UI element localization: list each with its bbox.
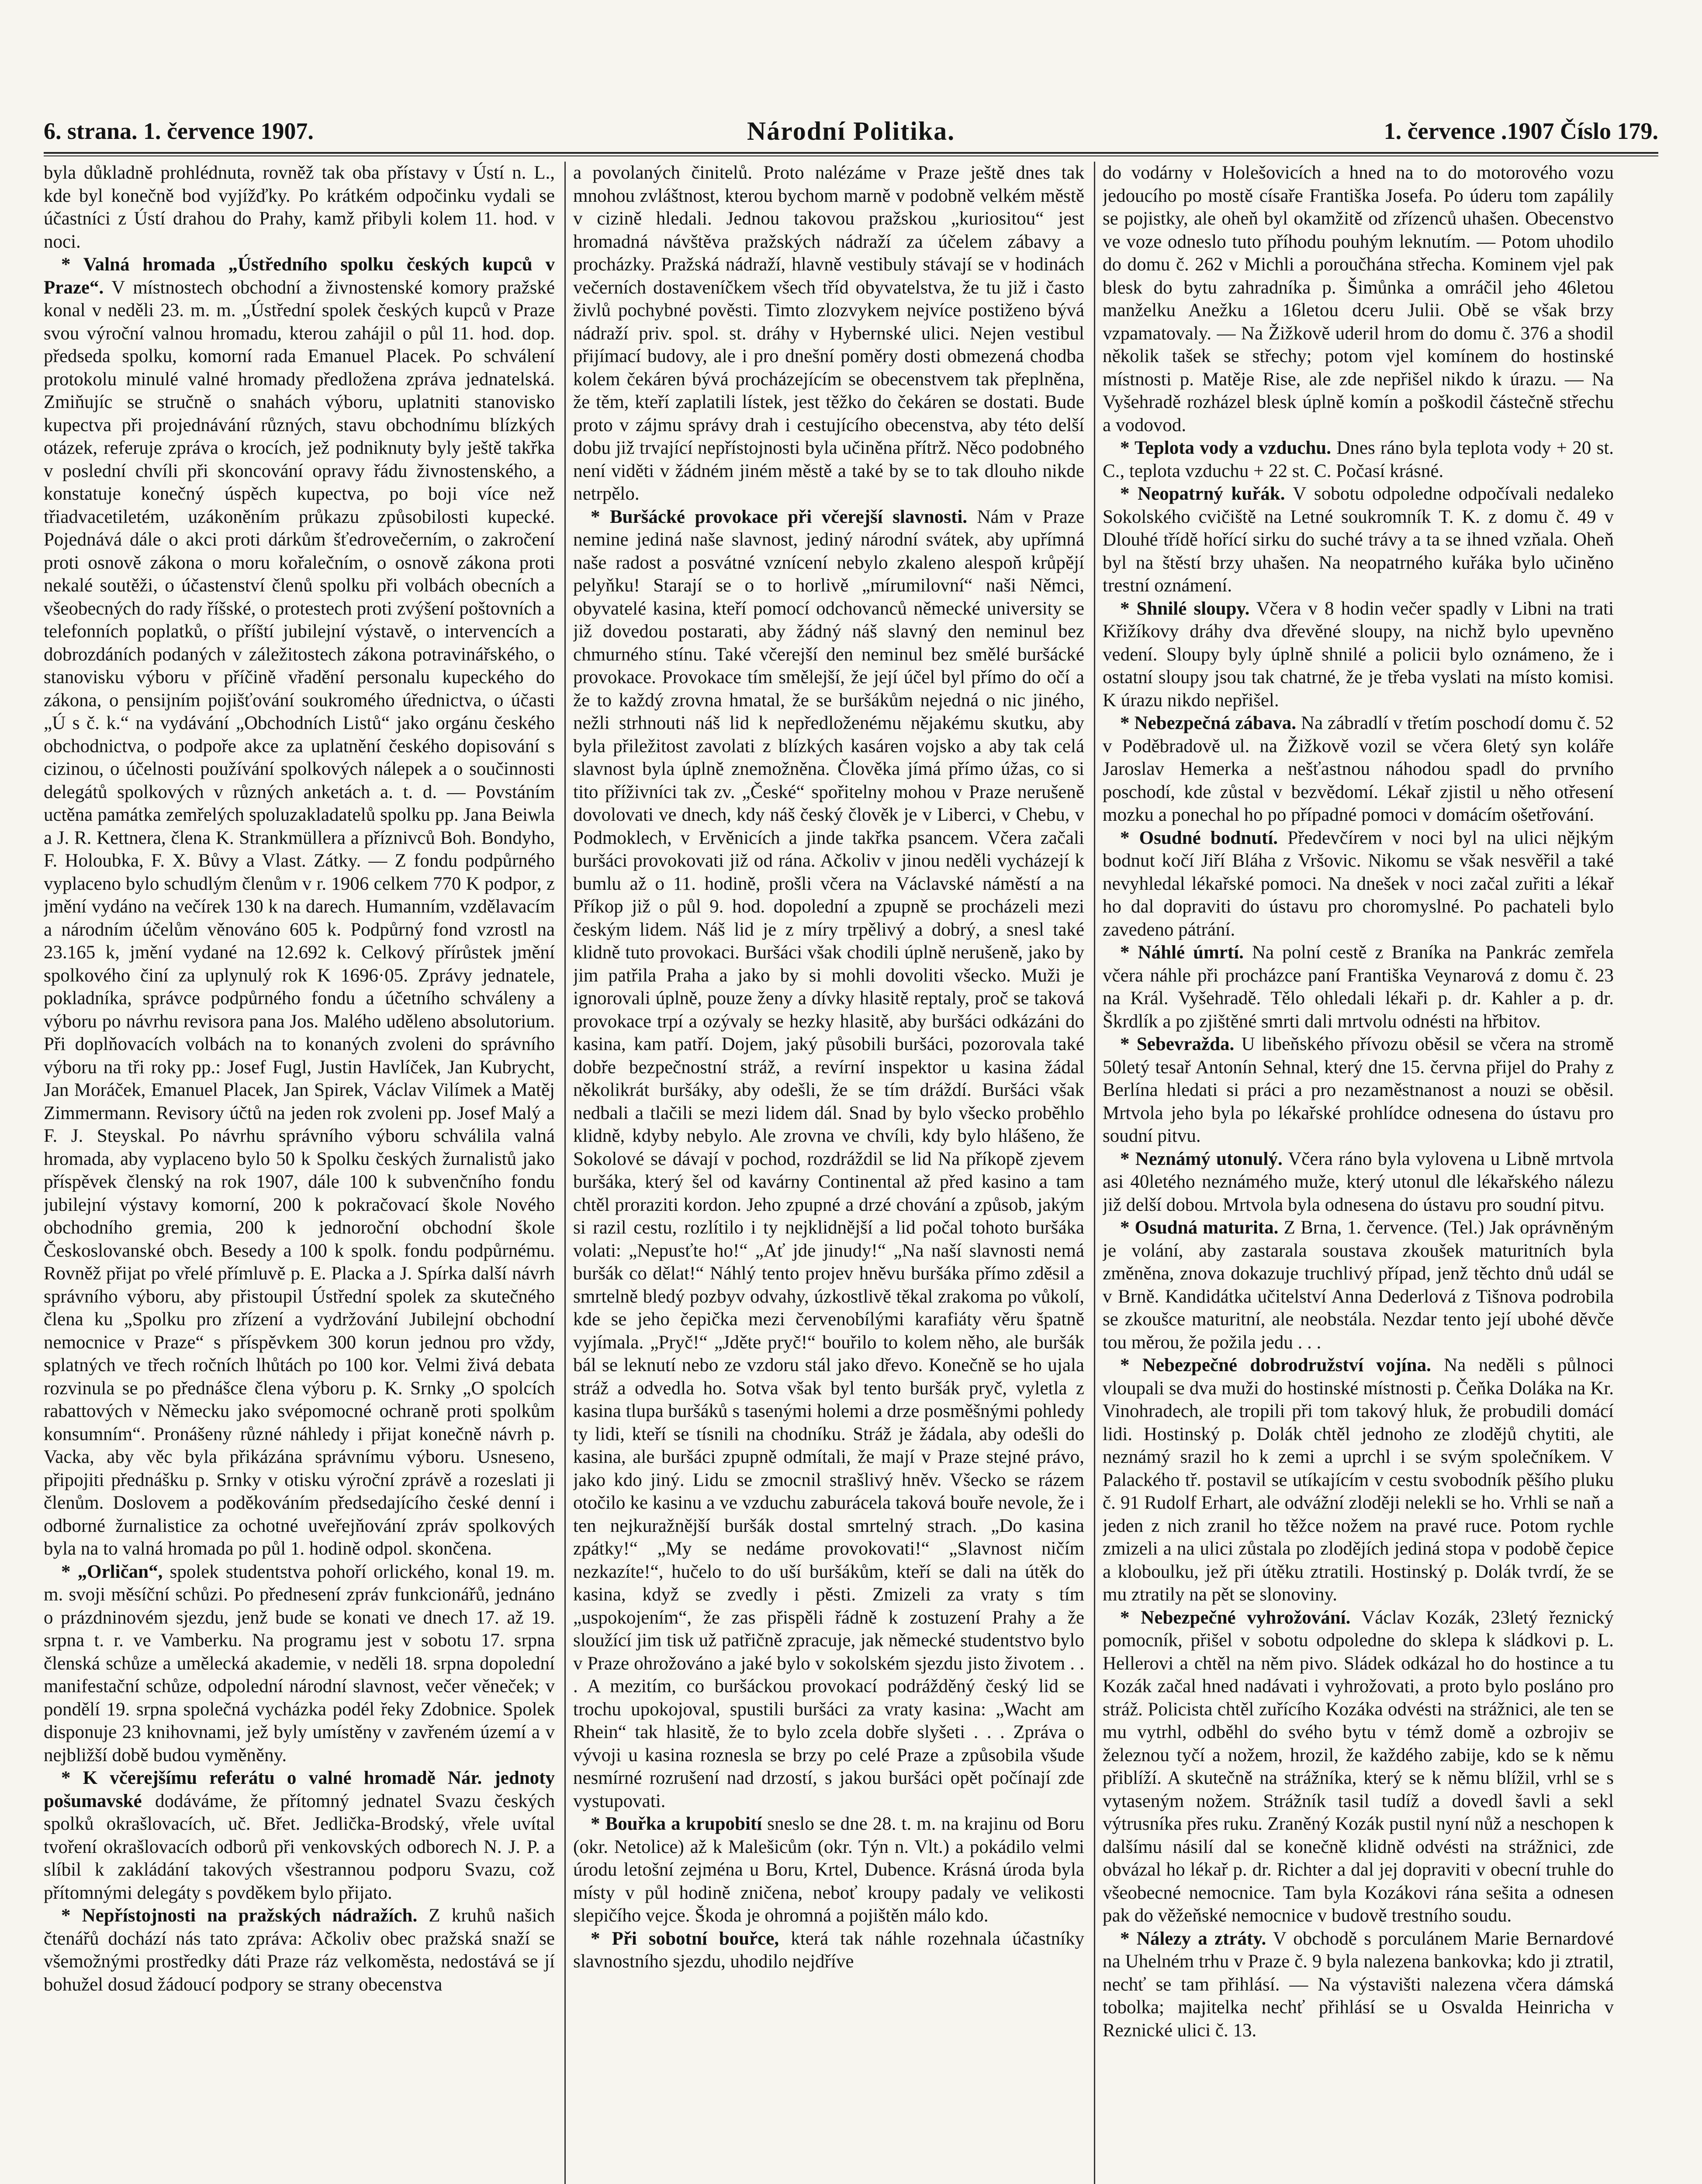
article-heading: * Shnilé sloupy. [1120,598,1250,619]
article-paragraph [1103,1033,1614,1148]
article-body: Včera ráno byla vylovena u Libně mrtvola asi 40letého neznámého muže, který utonul dle lékařského nálezu již delší dobou. Mrtvola byla odnesena do ústavu pro soudní pitvu. [1103,1148,1614,1215]
article-heading: * „Orličan“, [61,1561,163,1582]
article-body: Dnes ráno byla teplota vody + 20 st. C., teplota vzduchu + 22 st. C. Počasí krásné. [1103,438,1614,481]
article-paragraph [1103,941,1614,1033]
article-body: U libeňského přívozu oběsil se včera na stromě 50letý tesař Antonín Sehnal, který dne 15. června přijel do Prahy z Berlína hledati si práci a pro nezaměstnanost a nouzi se oběsil. Mrtvola jeho byla po lékařské prohlídce odnesena do ústavu pro soudní pitvu. [1103,1034,1614,1146]
article-heading: * Sebevražda. [1120,1034,1235,1054]
article-body: dodáváme, že přítomný jednatel Svazu českých spolků okrašlovacích, uč. Břet. Jedlička-Brodský, vřele uvítal tvoření okrašlovacích odborů při venkovských odborech N. J. P. a slíbil k zakládání takových všestrannou podporu Svazu, což přítomnými delegáty s povděkem bylo přijato. [44,1790,555,1903]
text-column-1 [44,162,555,2184]
article-body: V obchodě s porculánem Marie Bernardové na Uhelném trhu v Praze č. 9 byla nalezena bankovka; kdo ji ztratil, nechť se tam přihlásí. — Na výstavišti nalezena včera dámská tobolka; majitelka nechť přihlásí se u Osvalda Heinricha v Reznické ulici č. 13. [1103,1928,1614,2041]
article-heading: * Teplota vody a vzduchu. [1120,438,1331,458]
article-heading: * Nepřístojnosti na pražských nádražích. [61,1905,418,1926]
article-heading: * Neopatrný kuřák. [1120,484,1285,504]
article-heading: * Nálezy a ztráty. [1120,1928,1266,1949]
article-paragraph [44,253,555,1561]
article-body: V místnostech obchodní a živnostenské komory pražské konal v neděli 23. m. m. „Ústřední spolek českých kupců v Praze svou výroční valnou hromadu, kterou zahájil o půl 11. hod. dop. předseda spolku, komorní rada Emanuel Placek. Po schválení protokolu minulé valné hromady předložena zpráva jednatelská. Zmiňujíc se stručně o snahách výboru, uplatniti stanovisko kupectva při projednávání různých, stavu obchodnímu blízkých otázek, referuje zpráva o krocích, jež podniknuty byly ještě takřka v poslední chvíli při skoncování opravy řádu živnostenského, a konstatuje konečný úspěch kupectva, po boji více než třiadvacetiletém, uzákoněním průkazu způsobilosti kupecké. Pojednává dále o akci proti dárkům šťedrovečerním, o zakročení proti osnově zákona o moru kořalečním, o osnově zákona proti nekalé soutěži, o účastenství členů spolku při volbách obecních a všeobecných do rady říšské, o protestech proti zvýšení poštovních a telefonních poplatků, o příští jubilejní výstavě, o intervencích a dobrozdáních podaných v záležitostech zákona potravinářského, o stanovisku výboru v příčině vřadění personalu kupeckého do zákona, o pensijním pojišťování soukromého úřednictva, o účasti „Ú s č. k.“ na vydávání „Obchodních Listů“ jako orgánu českého obchodnictva, o podpoře akce za uplatnění českého dopisování s cizinou, o účelnosti používání spolkových nálepek a o součinnosti delegátů spolkových v různých anketách a. t. d. — Povstáním uctěna památka zemřelých spoluzakladatelů spolku pp. Jana Beiwla a J. R. Kettnera, člena K. Strankmüllera a příznivců Boh. Bondyho, F. Holoubka, F. X. Bůvy a Vlast. Zátky. — Z fondu podpůrného vyplaceno bylo schudlým členům v r. 1906 celkem 770 K podpor, z jmění vydáno na večírek 130 k na darech. Humanním, vzdělavacím a národním účelům věnováno 605 k. Podpůrný fond vzrostl na 23.165 k, jmění vydané na 12.692 k. Celkový přírůstek jmění spolkového činí za uplynulý rok K 1696·05. Zprávy jednatele, pokladníka, správce podpůrného fondu a účetního schváleny a výboru po návrhu revisora pana Jos. Malého uděleno absolutorium. Při doplňovacích volbách na to konaných zvoleni do správního výboru na tři roky pp.: Josef Fugl, Justin Havlíček, Jan Kubrycht, Jan Moráček, Emanuel Placek, Jan Spirek, Václav Vilímek a Matěj Zimmermann. Revisory účtů na jeden rok zvoleni pp. Josef Malý a F. J. Steyskal. Po návrhu správního výboru schválila valná hromada, aby vyplaceno bylo 50 k Spolku českých žurnalistů jako příspěvek členský na rok 1907, dále 100 k subvenčního fondu jubilejní výstavy komorní, 200 k pokračovací škole Nového obchodního gremia, 200 k jednoroční obchodní škole Českoslovanské obch. Besedy a 100 k spolk. fondu podpůrnému. Rovněž přijat po vřelé přímluvě p. E. Placka a J. Spírka další návrh správního výboru, aby přistoupil Ústřední spolek za skutečného člena ku „Spolku pro zřízení a vydržování Jubilejní obchodní nemocnice v Praze“ s příspěvkem 300 korun jednou pro vždy, splatných ve třech ročních lhůtách po 100 kor. Velmi živá debata rozvinula se po přednášce člena výboru p. K. Srnky „O spolcích rabattových v Německu jako svépomocné ochraně proti spolkům konsumním“. Pronášeny různé náhledy i přijat konečně návrh p. Vacka, aby věc byla přikázána správnímu výboru. Usneseno, připojiti přednášku p. Srnky v otisku výroční zprávě a rozeslati ji členům. Doslovem a poděkováním předsedajícího české denní i odborné žurnalistice za ochotné uveřejňování zpráv spolkových byla na to valná hromada po půl 1. hodině odpol. skončena. [44,277,555,1559]
article-paragraph [1103,1216,1614,1354]
article-paragraph [1103,1607,1614,1928]
article-body: Na polní cestě z Braníka na Pankrác zemřela včera náhle při procházce paní Františka Veynarová z domu č. 23 na Král. Vyšehradě. Tělo ohledali lékaři p. dr. Kahler a p. dr. Škrdlík a po zjištěné smrti dali mrtvolu odnésti na hřbitov. [1103,942,1614,1032]
article-body: Nám v Praze nemine jediná naše slavnost, jediný národní svátek, aby upřímná naše radost a posvátné vznícení nebylo zkaleno alespoň krůpějí pelyňku! Starají se o to horlivě „mírumilovní“ naši Němci, obyvatelé kasina, kteří pomocí odchovanců německé university se již dovedou postarati, aby žádný náš slavný den neminul bez chmurného stínu. Také včerejší den neminul bez smělé buršácké provokace. Provokace tím smělejší, že její účel byl přímo do očí a že to každý zrovna hmatal, že se buršákům nejedná o nic jiného, nežli strhnouti náš lid k nepředloženému nějakému skutku, aby byla přiležitost zavolati z blízkých kasáren vojsko a aby tak celá slavnost byla úplně znemožněna. Člověka jímá přímo úžas, co si tito příživníci tak zv. „České“ spořitelny mohou v Praze nerušeně dovolovati ve dnech, kdy náš český člověk je v Liberci, v Chebu, v Podmoklech, v Ervěnicích a jinde takřka psancem. Včera začali buršáci provokovati již od rána. Ačkoliv v jinou neděli vycházejí k bumlu až o 11. hodině, prošli včera na Václavské náměstí a na Příkop již o půl 9. hod. dopolední a zpupně se procházeli mezi českým lidem. Náš lid je z míry trpělivý a dobrý, a snesl také klidně tuto provokaci. Buršáci však chodili úplně nerušeně, jako by jim patřila Praha a jako by si mohli dovoliti všecko. Muži je ignorovali úplně, pouze ženy a dívky hlasitě reptaly, proč se taková provokace trpí a ozývaly se hezky hlasitě, aby buršáci odkázáni do kasina, kam patří. Dojem, jaký působili buršáci, pozorovala také dobře bezpečnostní stráž, a revírní inspektor u kasina žádal několikrát buršáky, aby odešli, že se tím dráždí. Buršáci však nedbali a tlačili se mezi lidem dál. Snad by bylo všecko proběhlo klidně, kdyby nebylo. Ale zrovna ve chvíli, kdy bylo hlášeno, že Sokolové se dávají v pochod, rozdráždil se lid Na příkopě zjevem buršáka, který šel od kavárny Continental až před kasino a tam chtěl proraziti kordon. Jeho zpupné a drzé chování a způsob, jakým si razil cestu, rozlítilo i ty nejklidnější a lid počal tohoto buršáka volati: „Nepusťte ho!“ „Ať jde jinudy!“ „Na naší slavnosti nemá buršák co dělat!“ Náhlý tento projev hněvu buršáka přímo zděsil a smrtelně bledý pozbyv odvahy, úzkostlivě těkal zrakoma po vůkolí, kde se jeho čepička mezi červenobílými karafiáty věru špatně vyjímala. „Pryč!“ „Jděte pryč!“ bouřilo to kolem něho, ale buršák bál se leknutí nebo ze vzdoru stál jako dřevo. Konečně se ho ujala stráž a odvedla ho. Sotva však byl tento buršák pryč, vyletla z kasina tlupa buršáků s tasenými holemi a drze posměšnými pohledy ty lidi, kteří se tísnili na chodníku. Stráž je žádala, aby odešli do kasina, ale buršáci zpupně odmítali, že mají v Praze stejné právo, jako kdo jiný. Lidu se zmocnil strašlivý hněv. Všecko se rázem otočilo ke kasinu a ve vzduchu zaburácela taková bouře nevole, že i ten nejkuražnější buršák dostal smrtelný strach. „Do kasina zpátky!“ „My se nedáme provokovati!“ „Slavnost ničím nezkazíte!“, hučelo to do uší buršákům, kteří se dali na útěk do kasina, když se zvedly i pěsti. Zmizeli za vraty s tím „uspokojením“, že zas přispěli řádně k zostuzení Prahy a že sloužící jim tisk už patřičně zpracuje, jak německé studentstvo bylo v Praze ohrožováno a jaké bylo v sokolském sjezdu jisto životem . . . A mezitím, co buršáckou provokací podrážděný český lid se trochu upokojoval, spustili buršáci za vraty kasina: „Wacht am Rhein“ tak hlasitě, že to bylo zcela dobře slyšeti . . . Zpráva o vývoji u kasina roznesla se brzy po celé Praze a způsobila všude nesmírné rozrušení nad drzostí, s jakou buršáci opět počínají zde vystupovati. [573,506,1084,1811]
article-body: byla důkladně prohlédnuta, rovněž tak oba přístavy v Ústí n. L., kde byl konečně bod vyjížďky. Po krátkém odpočinku vydali se účastníci z Ústí drahou do Prahy, kamž přibyli kolem 11. hod. v noci. [44,162,555,252]
article-heading: * Nebezpečné dobrodružství vojína. [1120,1355,1431,1375]
article-body: Na neděli s půlnoci vloupali se dva muži do hostinské místnosti p. Čeňka Doláka na Kr. Vinohradech, ale tropili při tom takový hluk, že probudili domácí lidi. Hostinský p. Dolák chtěl jednoho ze zlodějů chytiti, ale neznámý srazil ho k zemi a uprchl i se svým společníkem. V Palackého tř. postavil se utíkajícím v cestu svobodník pěšího pluku č. 91 Rudolf Erhart, ale odvážní zloději nelekli se ho. Vrhli se naň a jeden z nich zranil ho těžce nožem na pravé ruce. Potom rychle zmizeli a na ulici zůstala po zlodějích jediná stopa v podobě čepice a kloboulku, jež při útěku ztratili. Hostinský p. Dolák tvrdí, že se mu ztratily na pět se slonoviny. [1103,1355,1614,1605]
article-paragraph [573,506,1084,1813]
article-body: Předevčírem v noci byl na ulici nějkým bodnut kočí Jiří Bláha z Vršovic. Nikomu se však nesvěřil a také nevyhledal lékařské pomoci. Na dnešek v noci začal zuřiti a lékař ho dal dopraviti do ústavu pro choromyslné. Po pachateli bylo zavedeno pátrání. [1103,827,1614,940]
header-page-date: 6. strana. 1. července 1907. [44,118,314,144]
article-paragraph [1103,1354,1614,1607]
article-paragraph [1103,598,1614,712]
article-body: sneslo se dne 28. t. m. na krajinu od Boru (okr. Netolice) až k Malešicům (okr. Týn n. Vlt.) a pokádilo velmi úrodu letošní zejména u Boru, Krtel, Dubence. Krásná úroda byla místy v půl hodině zničena, neboť kroupy padaly ve velikosti slepičího vejce. Škoda je ohromná a pojištěn málo kdo. [573,1814,1084,1926]
article-paragraph [1103,437,1614,483]
article-body: V sobotu odpoledne odpočívali nedaleko Sokolského cvičiště na Letné soukromník T. K. z domu č. 49 v Dlouhé třídě hořící sirku do suché trávy a ta se ihned vzňala. Oheň byl na štěstí brzy uhašen. Na neopatrného kuřáka bylo učiněno trestní oznámení. [1103,484,1614,596]
article-heading: * Bouřka a krupobití [591,1814,762,1834]
article-paragraph [1103,712,1614,827]
text-column-2 [573,162,1084,2184]
article-heading: * Nebezpečné vyhrožování. [1120,1607,1351,1628]
article-heading: * Valná hromada „Ústředního spolku českých kupců v Praze“. [44,254,555,298]
article-body: Václav Kozák, 23letý řeznický pomocník, přišel v sobotu odpoledne do sklepa k sládkovi p. L. Hellerovi a chtěl na něm pivo. Sládek odkázal ho do hostince a tu Kozák začal hned nadávati i vyhrožovati, a proto bylo posláno pro stráž. Policista chtěl zuřícího Kozáka odvésti na strážnici, ale ten se mu vytrhl, odběhl do svého bytu v témž domě a ozbrojiv se železnou tyčí a nožem, hrozil, že každého zabije, kdo se k němu přiblíží. A skutečně na strážníka, který se k němu blížil, vrhl se s vytaseným nožem. Strážník tasil tudíž a dovedl šavli a sekl výtrusníka přes ruku. Zraněný Kozák pustil nyní nůž a neschopen k dalšímu násilí dal se konečně klidně odvésti na strážnici, zde obvázal ho lékař p. dr. Richter a dal jej dopraviti v obecní truhle do všeobecné nemocnice. Tam byla Kozákovi rána sešita a odnesen pak do věžeňské nemocnice v budově trestního soudu. [1103,1607,1614,1926]
article-heading: * Osudné bodnutí. [1120,827,1278,848]
article-body: a povolaných činitelů. Proto nalézáme v Praze ještě dnes tak mnohou zvláštnost, kterou bychom marně v podobně velkém městě v cizině hledali. Jednou takovou pražskou „kuriositou“ jest hromadná návštěva pražských nádraží za účelem zábavy a procházky. Pražská nádraží, hlavně vestibuly stávají se v hodinách večerních dostaveníčkem všech tříd obyvatelstva, že tu již i často živlů pochybné pověsti. Timto zlozvykem nejvíce postiženo bývá nádraží priv. spol. st. dráhy v Hybernské ulici. Nejen vestibul přijímací budovy, ale i pro dnešní poměry dosti obmezená chodba kolem čekáren bývá procházejícím se obecenstvem tak přeplněna, že těm, kteří zaplatili lístek, jest těžko do čekáren se dostati. Bude proto v zájmu správy drah i cestujícího obecenstva, aby této delší dobu již trvající nepřístojnosti byla učiněna přítrž. Něco podobného není viděti v žádném jiném městě a také by se to tak dlouho nikde netrpělo. [573,162,1084,504]
article-paragraph [44,162,555,253]
article-paragraph [44,1767,555,1904]
article-heading: * Nebezpečná zábava. [1120,713,1297,733]
newspaper-page [44,114,1658,2184]
article-paragraph [573,1813,1084,1928]
article-body: která tak náhle rozehnala účastníky slavnostního sjezdu, uhodilo nejdříve [573,1928,1084,1972]
text-column-3 [1103,162,1614,2184]
article-paragraph [44,1561,555,1767]
article-body: Z Brna, 1. července. (Tel.) Jak oprávněným je volání, aby zastarala soustava zkoušek maturitních byla změněna, znova dokazuje truchlivý případ, jenž těchto dnů udál se v Brně. Kandidátka učitelství Anna Dederlová z Tišnova podrobila se zkoušce maturitní, ale neobstála. Nezdar tento její ubohé děvče tou měrou, že požila jedu . . . [1103,1217,1614,1353]
masthead-title: Národní Politika. [747,117,955,145]
article-heading: * K včerejšímu referátu o valné hromadě Nár. jednoty pošumavské [44,1768,555,1811]
article-paragraph [1103,1928,1614,2042]
article-heading: * Při sobotní bouřce, [591,1928,779,1949]
article-paragraph [1103,1148,1614,1217]
article-body: Z kruhů našich čtenářů dochází nás tato zpráva: Ačkoliv obec pražská snaží se všemožnými prostředky dáti Praze ráz velkoměsta, nedostává se jí bohužel dosud žádoucí podpory se strany obecenstva [44,1905,555,1995]
article-paragraph [44,1904,555,1996]
article-paragraph [573,1928,1084,1973]
column-divider [1094,162,1095,2184]
article-body: Včera v 8 hodin večer spadly v Libni na trati Křižíkovy dráhy dva dřevěné sloupy, na nichž bylo upevněno vedení. Sloupy byly úplně shnilé a policii bylo oznámeno, že i ostatní sloupy jsou tak chatrné, že je třeba vyslati na místo komisi. K úrazu nikdo nepřišel. [1103,598,1614,711]
article-paragraph [1103,827,1614,942]
article-body: Na zábradlí v třetím poschodí domu č. 52 v Poděbradově ul. na Žižkově vozil se včera 6letý syn koláře Jaroslav Hemerka a nešťastnou náhodou spadl do prvního poschodí, kde zůstal v bezvědomí. Lékař zjistil u něho otřesení mozku a ponechal ho po případné pomoci v domácím ošetřování. [1103,713,1614,825]
article-body: spolek studentstva pohoří orlického, konal 19. m. m. svoji měsíční schůzi. Po přednesení zpráv funkcionářů, jednáno o prázdninovém sjezdu, jenž bude se konati ve dnech 17. až 19. srpna t. r. ve Vamberku. Na programu jest v sobotu 17. srpna členská schůze a umělecká akademie, v neděli 18. srpna dopolední manifestační schůze, odpolední národní slavnost, večer věneček; v pondělí 19. srpna společná vycházka podél řeky Zdobnice. Spolek disponuje 23 knihovnami, jež byly umístěny v zavřeném území a v nejbližší době budou vyměněny. [44,1561,555,1766]
article-heading: * Buršácké provokace při včerejší slavnosti. [591,506,968,527]
header-rule [44,152,1658,154]
article-paragraph [573,162,1084,506]
article-heading: * Náhlé úmrtí. [1120,942,1244,963]
article-paragraph [1103,162,1614,437]
article-body: do vodárny v Holešovicích a hned na to do motorového vozu jedoucího po mostě císaře Františka Josefa. Po úderu tom zapálily se pojistky, ale oheň byl okamžitě od zřízenců uhašen. Obecenstvo ve voze odneslo tuto příhodu pouhým leknutím. — Potom uhodilo do domu č. 262 v Michli a poroučhána střecha. Kominem vjel pak blesk do bytu zahradníka p. Šimůnka a omráčil jeho 46letou manželku Anežku a 16letou dceru Julii. Obě se však brzy vzpamatovaly. — Na Žižkově uderil hrom do domu č. 376 a shodil několik tašek se střechy; potom vjel komínem do hostinské místnosti p. Matěje Rise, ale zde nepřišel nikdo k úrazu. — Na Vyšehradě rozházel blesk úplně komín a poškodil částečně střechu a vodovod. [1103,162,1614,435]
article-heading: * Osudná maturita. [1120,1217,1279,1238]
header-date-issue: 1. července .1907 Číslo 179. [1384,118,1658,144]
article-paragraph [1103,483,1614,598]
column-divider [564,162,566,2184]
page-header [44,114,1658,149]
article-heading: * Neznámý utonulý. [1120,1148,1283,1169]
